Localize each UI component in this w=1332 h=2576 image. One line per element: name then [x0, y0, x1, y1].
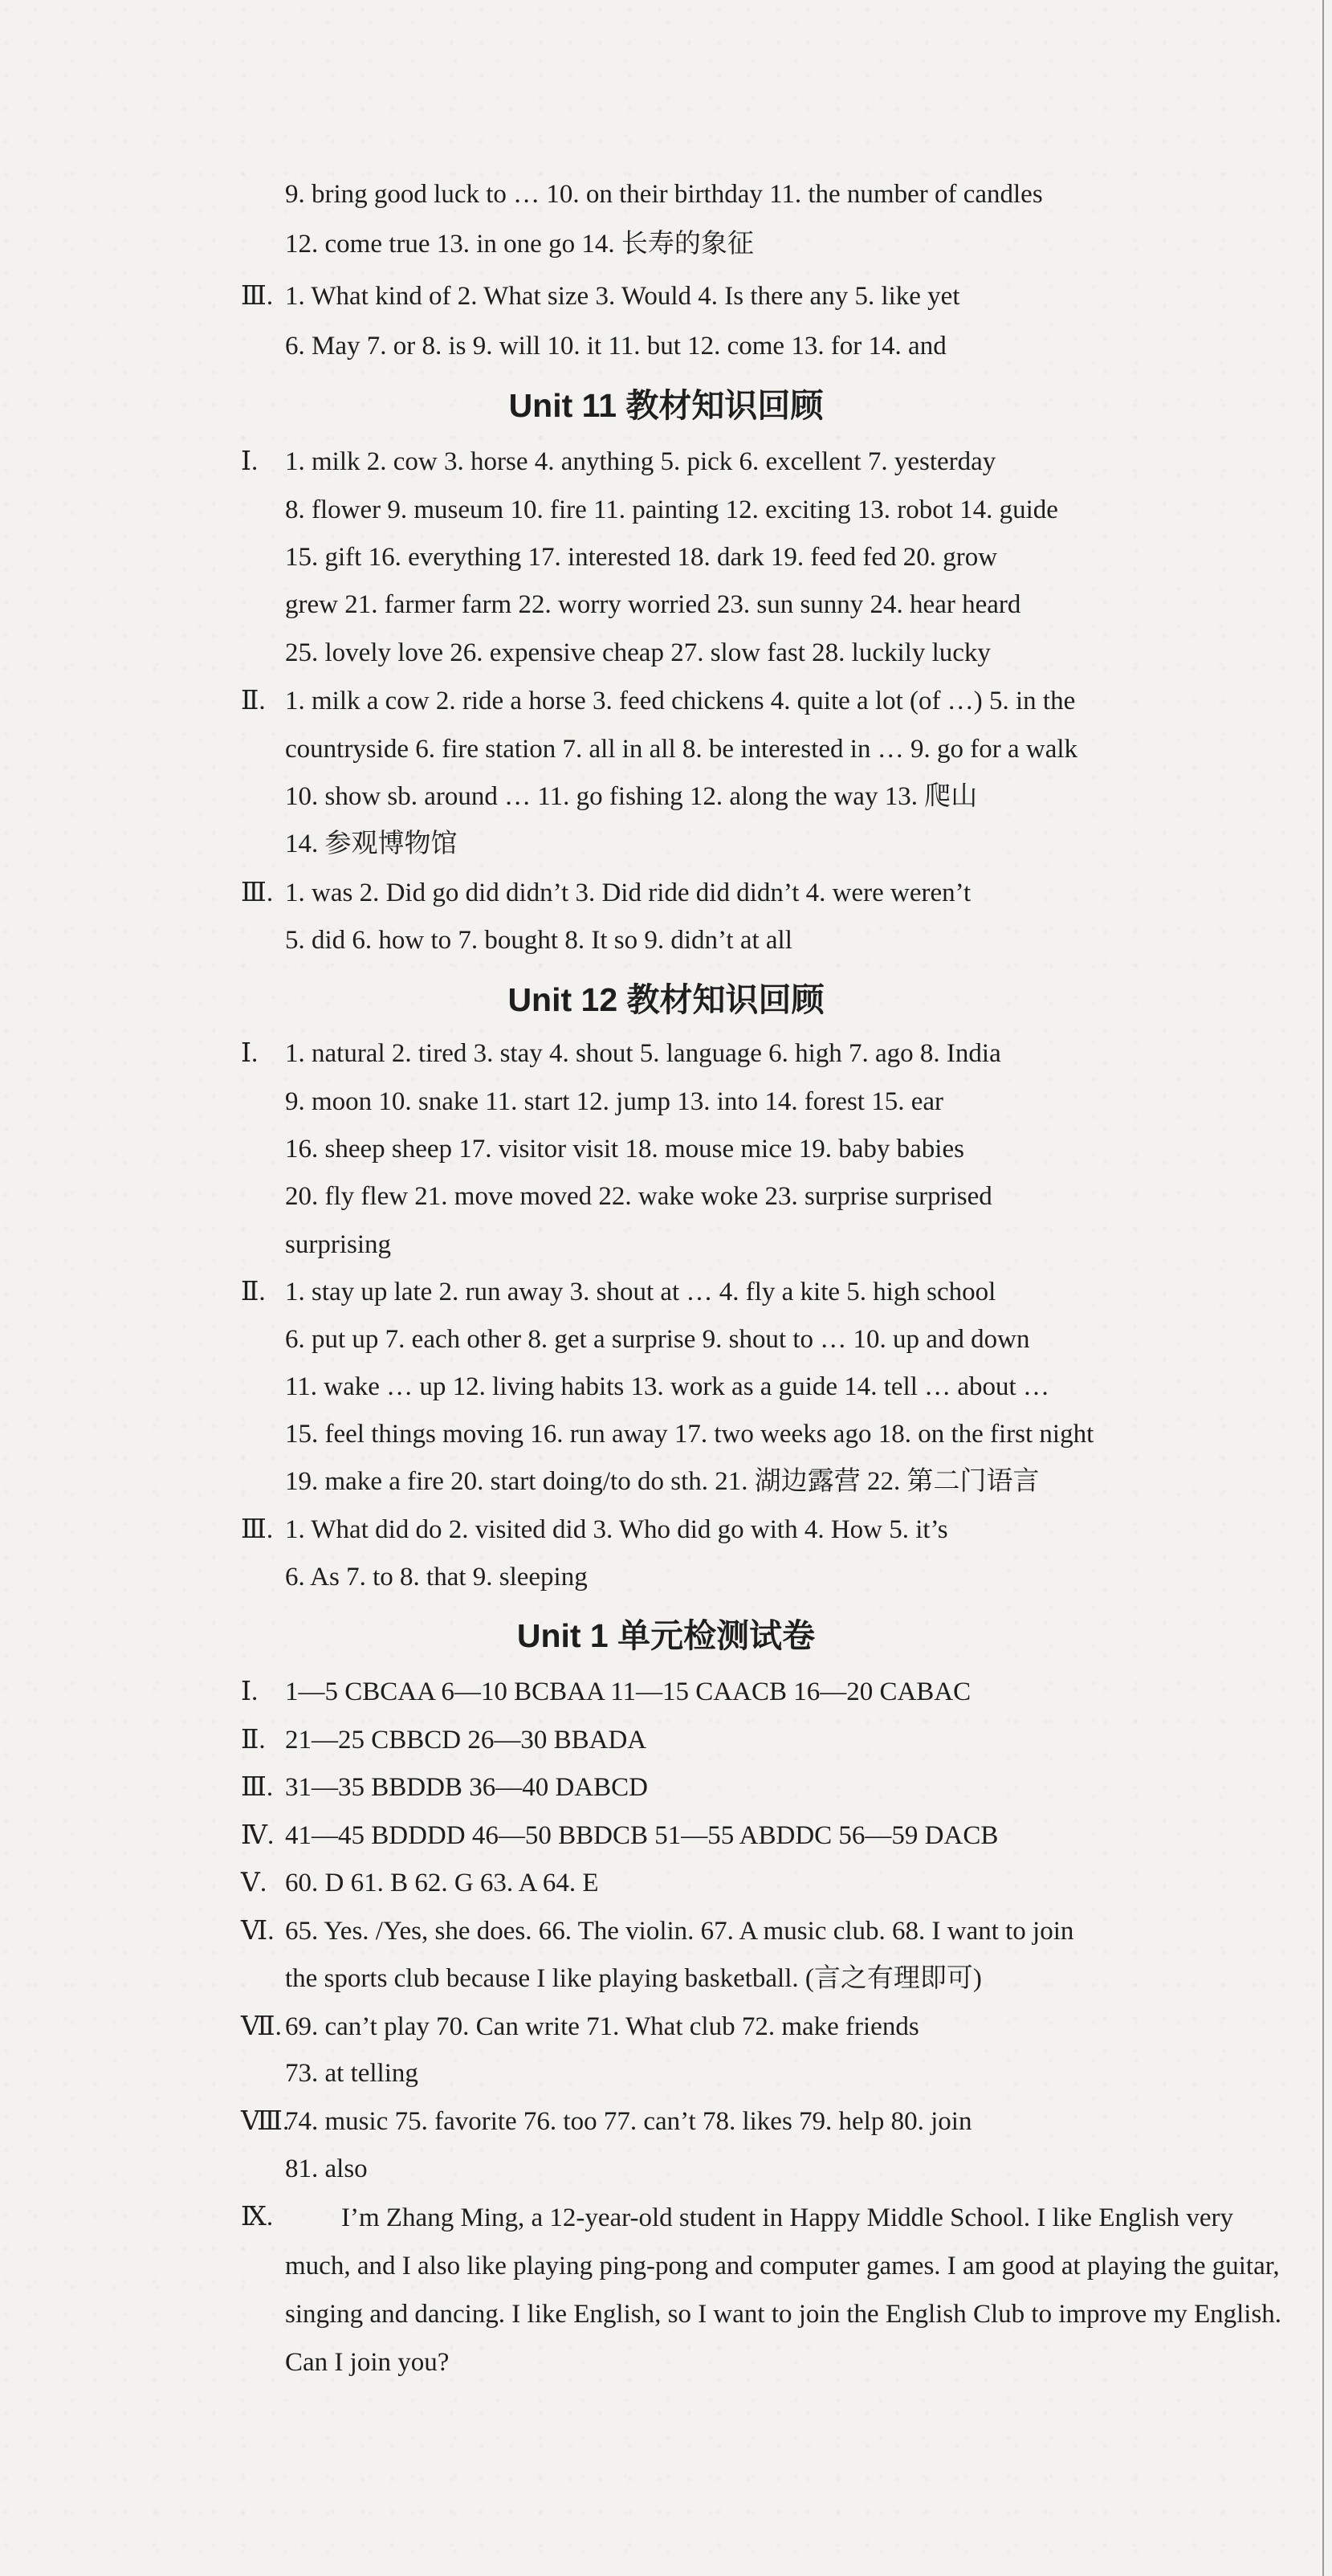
answer-line: Ⅱ. 21—25 CBBCD 26—30 BBADA	[0, 1717, 1332, 1763]
answer-line: 16. sheep sheep 17. visitor visit 18. mouse mice 19. baby babies	[285, 1135, 964, 1164]
section-heading: Unit 12 教材知识回顾	[507, 981, 825, 1018]
answer-line: Ⅰ. 1. natural 2. tired 3. stay 4. shout 5. language 6. high 7. ago 8. India	[0, 1030, 1332, 1077]
answer-line: 25. lovely love 26. expensive cheap 27. slow fast 28. luckily lucky	[285, 638, 991, 667]
answer-line: Ⅴ. 60. D 61. B 62. G 63. A 64. E	[0, 1860, 1332, 1906]
section-marker: Ⅲ.	[241, 878, 274, 907]
section-heading: Unit 1 单元检测试卷	[516, 1617, 816, 1654]
section-marker: Ⅱ.	[241, 687, 266, 715]
section-marker: Ⅰ.	[241, 447, 259, 476]
answer-line: grew 21. farmer farm 22. worry worried 23. sun sunny 24. hear heard	[285, 590, 1021, 619]
section-marker: Ⅰ.	[241, 1677, 259, 1706]
answer-line: Ⅶ. 69. can’t play 70. Can write 71. What club 72. make friends	[0, 2003, 1332, 2050]
answer-line: 11. wake … up 12. living habits 13. work as a guide 14. tell … about …	[285, 1372, 1049, 1401]
answer-line: Ⅲ. 1. What kind of 2. What size 3. Would 4. Is there any 5. like yet	[0, 273, 1332, 320]
section-marker: Ⅱ.	[241, 1278, 266, 1306]
section-marker: Ⅰ.	[241, 1039, 259, 1068]
answer-line: the sports club because I like playing basketball. (言之有理即可)	[285, 1964, 982, 1993]
section-marker: Ⅸ.	[241, 2203, 274, 2232]
answer-line: 14. 参观博物馆	[285, 829, 458, 858]
answer-line: Ⅳ. 41—45 BDDDD 46—50 BBDCB 51—55 ABDDC 56—59 DACB	[0, 1812, 1332, 1859]
section-heading: Unit 11 教材知识回顾	[508, 387, 824, 424]
answer-line: surprising	[285, 1230, 391, 1259]
answer-line: 9. bring good luck to … 10. on their birthday 11. the number of candles	[285, 180, 1043, 209]
answer-line: 8. flower 9. museum 10. fire 11. painting 12. exciting 13. robot 14. guide	[285, 495, 1058, 524]
section-marker: Ⅱ.	[241, 1726, 266, 1755]
answer-line: Ⅷ. 74. music 75. favorite 76. too 77. can’t 78. likes 79. help 80. join	[0, 2098, 1332, 2145]
answer-line: 10. show sb. around … 11. go fishing 12. along the way 13. 爬山	[285, 782, 978, 811]
answer-line: 15. gift 16. everything 17. interested 18. dark 19. feed fed 20. grow	[285, 543, 998, 572]
section-marker: Ⅲ.	[241, 1773, 274, 1802]
section-marker: Ⅴ.	[241, 1869, 267, 1897]
answer-line: 19. make a fire 20. start doing/to do sth. 21. 湖边露营 22. 第二门语言	[285, 1467, 1040, 1496]
answer-line: Ⅲ. 31—35 BBDDB 36—40 DABCD	[0, 1764, 1332, 1811]
answer-line: Ⅲ. 1. What did do 2. visited did 3. Who did go with 4. How 5. it’s	[0, 1506, 1332, 1553]
answer-line: 73. at telling	[285, 2059, 418, 2088]
answer-line: 81. also	[285, 2154, 368, 2183]
answer-line: Ⅵ. 65. Yes. /Yes, she does. 66. The violin. 67. A music club. 68. I want to join	[0, 1908, 1332, 1954]
answer-line: countryside 6. fire station 7. all in all 8. be interested in … 9. go for a walk	[285, 735, 1078, 764]
answer-line: 6. put up 7. each other 8. get a surprise 9. shout to … 10. up and down	[285, 1325, 1030, 1354]
answer-line: Ⅱ. 1. stay up late 2. run away 3. shout at … 4. fly a kite 5. high school	[0, 1269, 1332, 1315]
answer-line: 9. moon 10. snake 11. start 12. jump 13. into 14. forest 15. ear	[285, 1087, 943, 1116]
answer-line: 15. feel things moving 16. run away 17. two weeks ago 18. on the first night	[285, 1420, 1094, 1449]
answer-line: 5. did 6. how to 7. bought 8. It so 9. didn’t at all	[285, 926, 792, 955]
section-marker: Ⅶ.	[241, 2012, 282, 2041]
section-marker: Ⅳ.	[241, 1821, 275, 1850]
answer-line: Ⅱ. 1. milk a cow 2. ride a horse 3. feed chickens 4. quite a lot (of …) 5. in the	[0, 678, 1332, 724]
answer-line: Ⅰ. 1—5 CBCAA 6—10 BCBAA 11—15 CAACB 16—20 CABAC	[0, 1669, 1332, 1715]
section-marker: Ⅲ.	[241, 282, 274, 311]
answer-line: Ⅲ. 1. was 2. Did go did didn’t 3. Did ride did didn’t 4. were weren’t	[0, 870, 1332, 916]
answer-line: 20. fly flew 21. move moved 22. wake woke 23. surprise surprised	[285, 1182, 992, 1211]
section-marker: Ⅲ.	[241, 1515, 274, 1544]
section-marker: Ⅷ.	[241, 2107, 290, 2136]
section-marker: Ⅵ.	[241, 1917, 275, 1946]
writing-paragraph: I’m Zhang Ming, a 12-year-old student in Happy Middle School. I like English very much, and I also like playing ping-pong and computer games. I am good at playing the guitar, singing and dancing. I like English, so I want to join the English Club to improve my English. Can I join you?	[285, 2203, 1282, 2377]
answer-line: 12. come true 13. in one go 14. 长寿的象征	[285, 230, 754, 259]
answer-line: 6. May 7. or 8. is 9. will 10. it 11. but 12. come 13. for 14. and	[285, 332, 947, 361]
answer-line: 6. As 7. to 8. that 9. sleeping	[285, 1563, 588, 1592]
answer-line: Ⅰ. 1. milk 2. cow 3. horse 4. anything 5. pick 6. excellent 7. yesterday	[0, 438, 1332, 485]
